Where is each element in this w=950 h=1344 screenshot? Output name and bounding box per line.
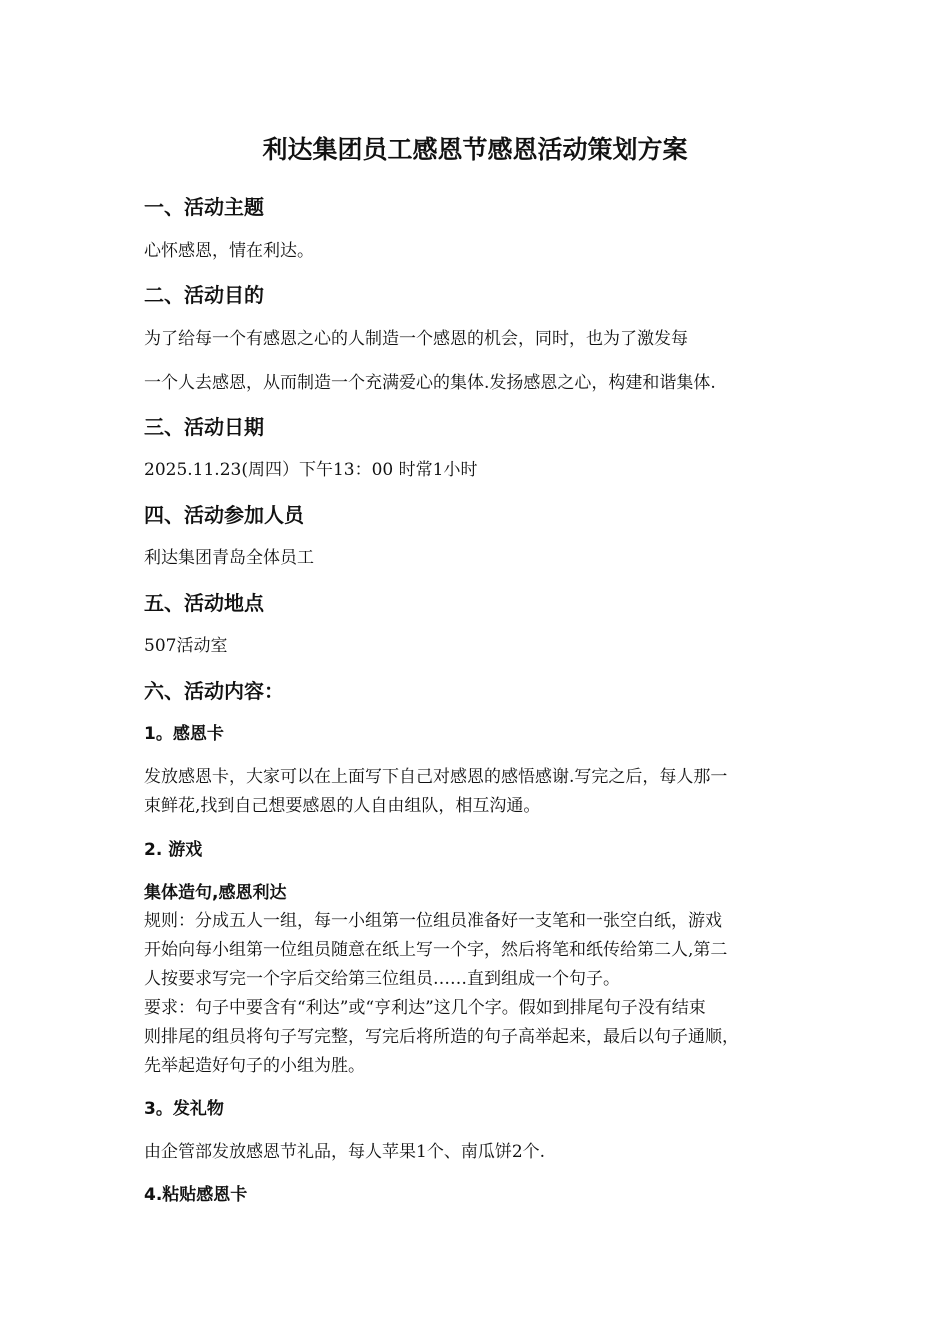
section-location-heading: 五、活动地点 bbox=[144, 591, 264, 615]
section-purpose-line: 一个人去感恩，从而制造一个充满爱心的集体.发扬感恩之心，构建和谐集体. bbox=[144, 373, 716, 393]
item1-paragraph bbox=[144, 763, 824, 821]
item2-heading: 2. 游戏 bbox=[144, 840, 203, 860]
section-date-heading: 三、活动日期 bbox=[144, 415, 264, 439]
item2-line: 先举起造好句子的小组为胜。 bbox=[144, 1056, 365, 1076]
item2-line: 人按要求写完一个字后交给第三位组员……直到组成一个句子。 bbox=[144, 969, 620, 989]
section-participants-text: 利达集团青岛全体员工 bbox=[144, 548, 314, 568]
section-theme-heading: 一、活动主题 bbox=[144, 195, 264, 219]
item3-heading: 3。发礼物 bbox=[144, 1099, 224, 1119]
item2-line: 规则：分成五人一组，每一小组第一位组员准备好一支笔和一张空白纸，游戏 bbox=[144, 911, 722, 931]
item2-paragraph bbox=[144, 907, 824, 1081]
section-participants-heading: 四、活动参加人员 bbox=[144, 503, 304, 527]
item1-line: 束鲜花,找到自己想要感恩的人自由组队，相互沟通。 bbox=[144, 796, 541, 816]
section-theme-text: 心怀感恩，情在利达。 bbox=[144, 241, 314, 261]
section-date-text: 2025.11.23(周四）下午13：00 时常1小时 bbox=[144, 460, 478, 480]
item2-line: 开始向每小组第一位组员随意在纸上写一个字，然后将笔和纸传给第二人,第二 bbox=[144, 940, 728, 960]
item2-line: 要求：句子中要含有“利达”或“亨利达”这几个字。假如到排尾句子没有结束 bbox=[144, 998, 706, 1018]
item1-heading: 1。感恩卡 bbox=[144, 724, 224, 744]
section-location-text: 507活动室 bbox=[144, 636, 228, 656]
item2-line: 则排尾的组员将句子写完整，写完后将所造的句子高举起来，最后以句子通顺， bbox=[144, 1027, 739, 1047]
item3-text: 由企管部发放感恩节礼品，每人苹果1个、南瓜饼2个. bbox=[144, 1142, 546, 1162]
section-purpose-heading: 二、活动目的 bbox=[144, 283, 264, 307]
section-purpose-line: 为了给每一个有感恩之心的人制造一个感恩的机会，同时，也为了激发每 bbox=[144, 329, 688, 349]
section-content-heading: 六、活动内容： bbox=[144, 679, 284, 703]
item2-subheading: 集体造句,感恩利达 bbox=[144, 883, 287, 903]
item4-heading: 4.粘贴感恩卡 bbox=[144, 1185, 248, 1205]
document-title: 利达集团员工感恩节感恩活动策划方案 bbox=[262, 135, 688, 164]
item1-line: 发放感恩卡，大家可以在上面写下自己对感恩的感悟感谢.写完之后，每人那一 bbox=[144, 767, 728, 787]
